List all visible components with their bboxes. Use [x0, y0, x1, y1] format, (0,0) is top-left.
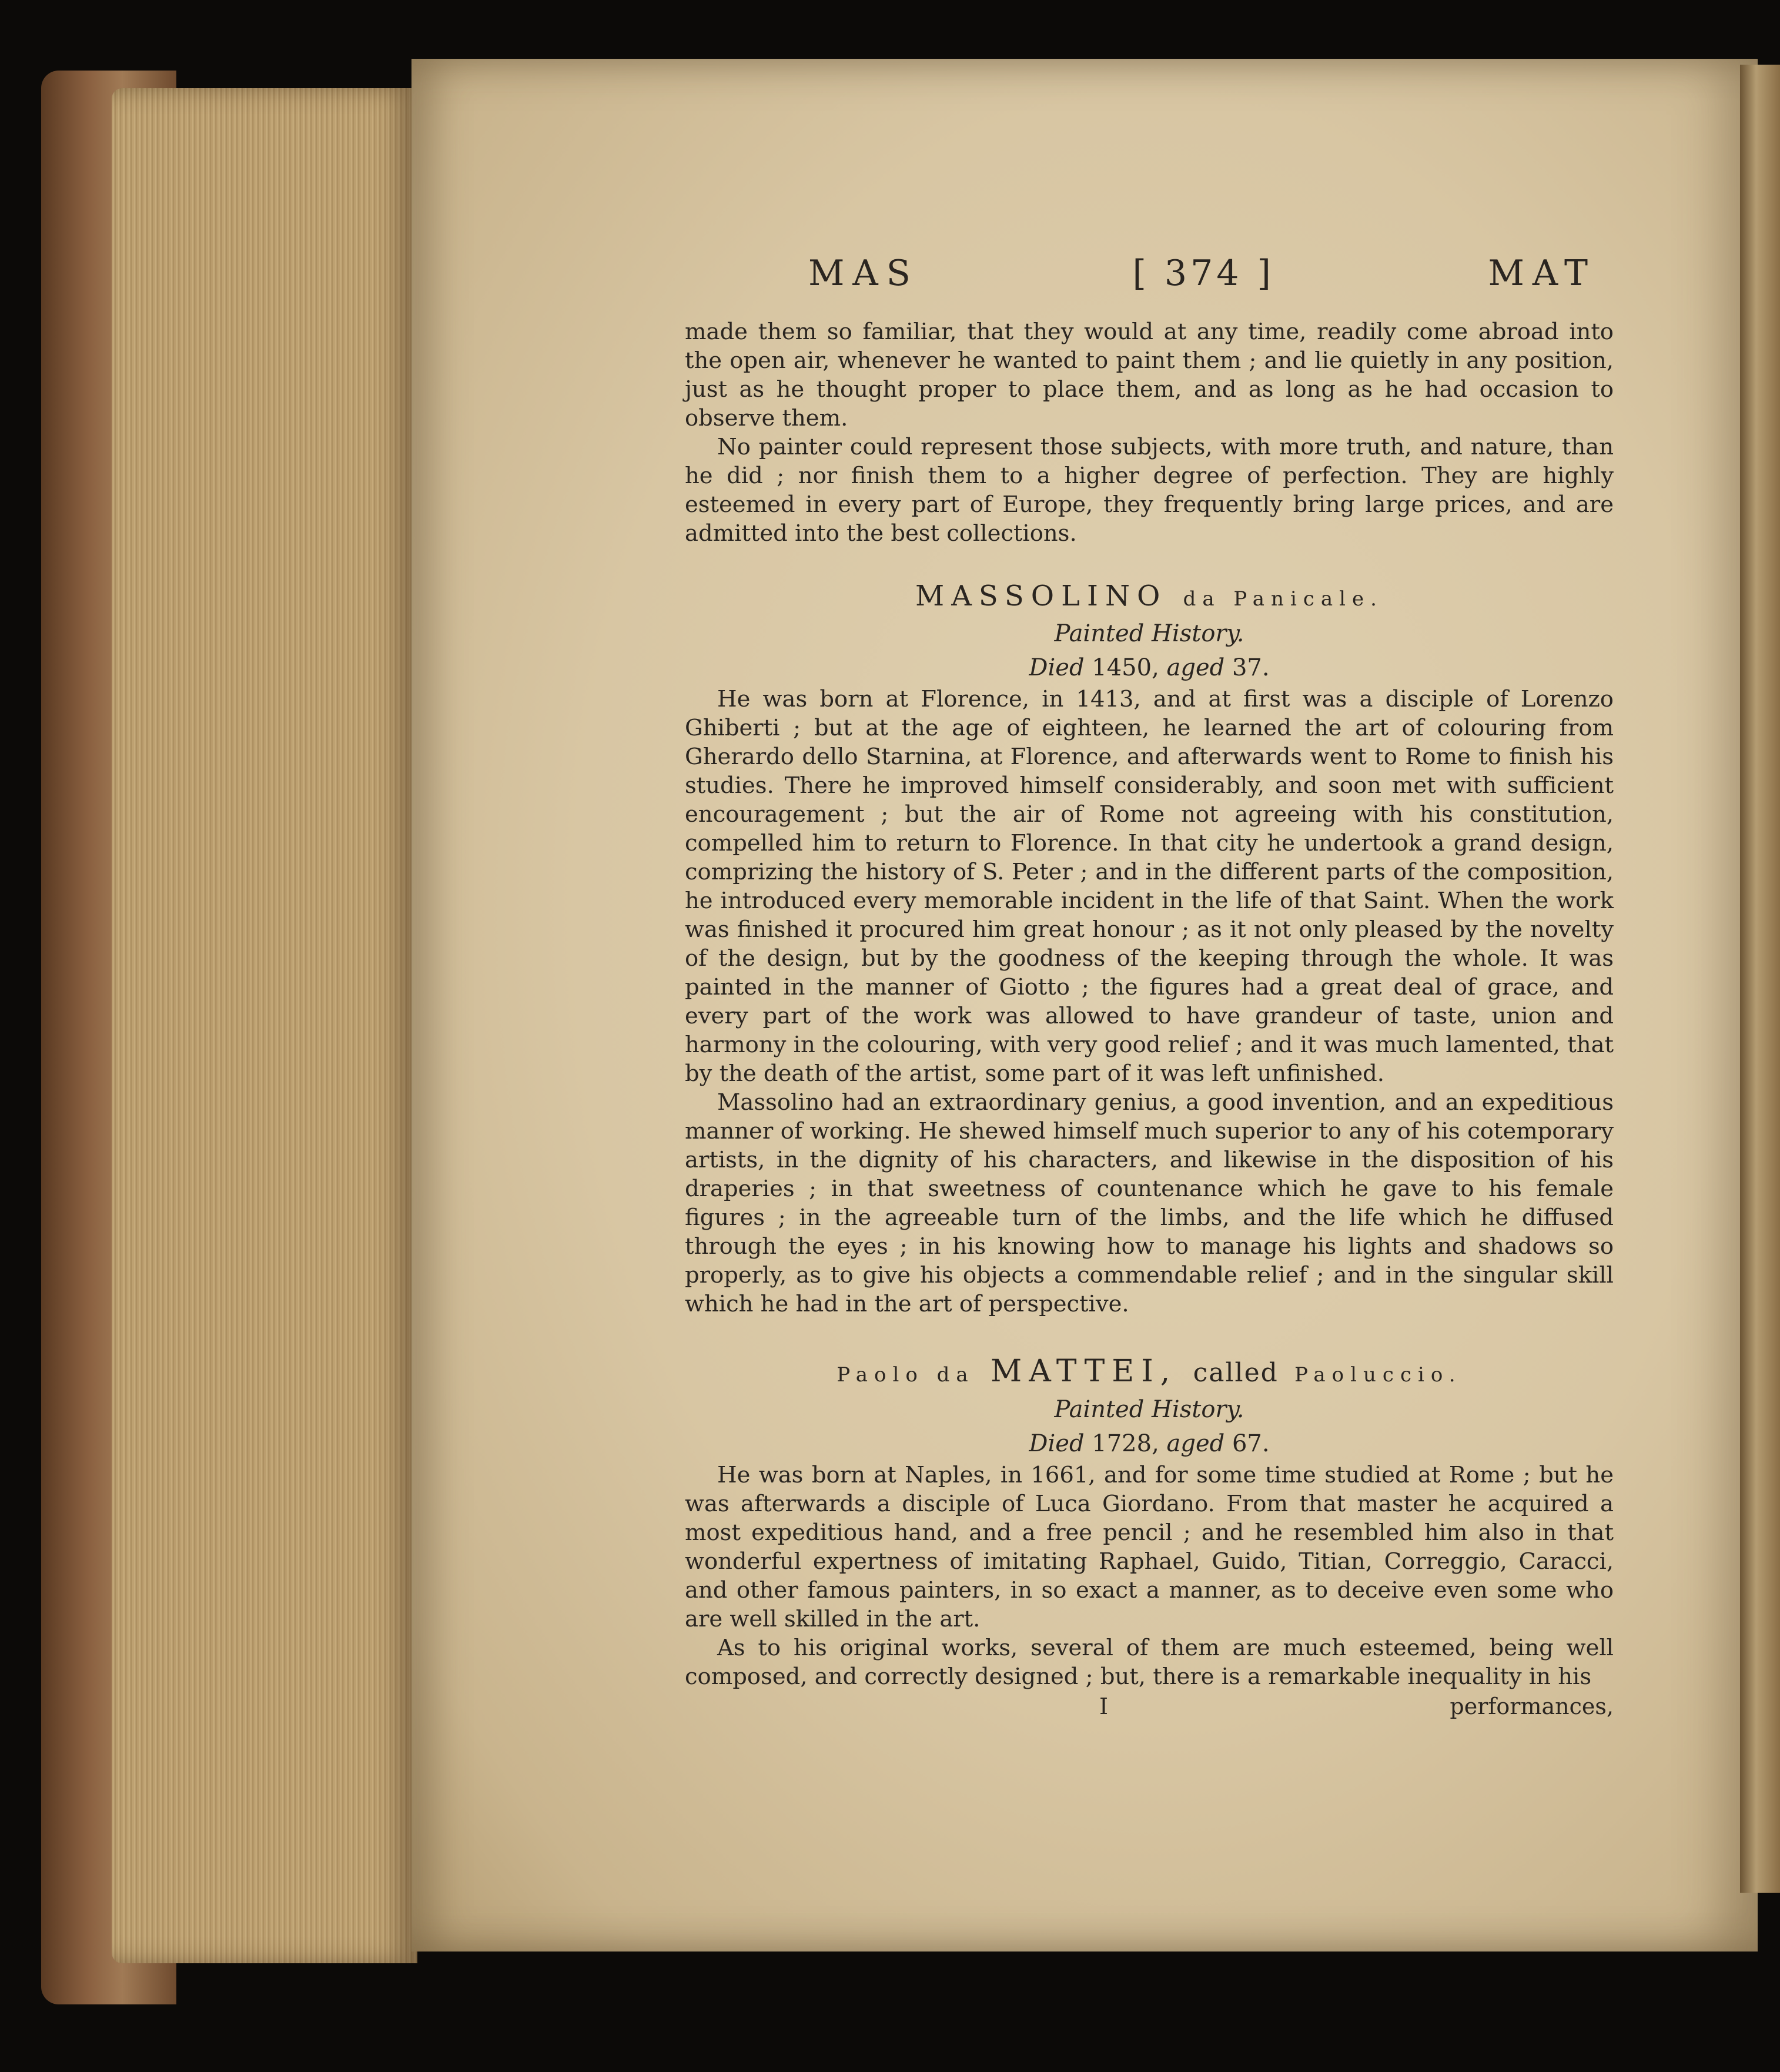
- aged-value: 37.: [1232, 654, 1270, 681]
- died-year: 1728,: [1092, 1430, 1159, 1457]
- running-head-left: MAS: [808, 253, 919, 294]
- entry-subtitle: Painted History.: [1054, 620, 1244, 647]
- paragraph: He was born at Florence, in 1413, and at first was a disciple of Lorenzo Ghiberti ; but at the age of eighteen, he learned the art of colouring from Gherardo dello Starnina, at Florence, and afterwards went to Rome to finish his studies. There he improved himself considerably, and soon met with sufficient encouragement ; but the air of Rome not agreeing with his constitution, compelled him to return to Florence. In that city he undertook a grand design, comprizing the history of S. Peter ; and in the different parts of the composition, he introduced every memorable incident in the life of that Saint. When the work was finished it procured him great honour ; as it not only pleased by the novelty of the design, but by the goodness of the keeping through the whole. It was painted in the manner of Giotto ; the figures had a great deal of grace, and every part of the work was allowed to have grandeur of taste, union and harmony in the colouring, with very good relief ; and it was much lamented, that by the death of the artist, some part of it was left unfinished.: [685, 686, 1614, 1087]
- entry-heading: [685, 1354, 1614, 1393]
- aged-label: aged: [1166, 654, 1225, 681]
- paragraph: Massolino had an extraordinary genius, a good invention, and an expeditious manner of working. He shewed himself much superior to any of his cotemporary artists, in the dignity of his characters, and likewise in the disposition of his draperies ; in that sweetness of countenance which he gave to his female figures ; in the agreeable turn of the limbs, and the life which he diffused through the eyes ; in his knowing how to manage his lights and shadows so properly, as to give his objects a commendable relief ; and in the singular skill which he had in the art of perspective.: [685, 1089, 1614, 1317]
- entry-dates: [685, 1427, 1614, 1461]
- entry-name: MATTEI,: [990, 1354, 1177, 1389]
- died-label: Died: [1029, 654, 1085, 681]
- entry-name-post: Paoluccio.: [1294, 1363, 1462, 1387]
- running-head-right: MAT: [1488, 253, 1596, 294]
- entry-name-mid: called: [1193, 1358, 1279, 1388]
- entry-dates: [685, 651, 1614, 685]
- page-text: [685, 253, 1614, 1729]
- page-number: [ 374 ]: [1132, 253, 1274, 294]
- paragraph: He was born at Naples, in 1661, and for some time studied at Rome ; but he was afterwards a disciple of Luca Giordano. From that master he acquired a most expeditious hand, and a free pencil ; and he resembled him also in that wonderful expertness of imitating Raphael, Guido, Titian, Correggio, Caracci, and other famous painters, in so exact a manner, as to deceive even some who are well skilled in the art.: [685, 1462, 1614, 1632]
- page-edges: [112, 88, 417, 1963]
- entry-subtitle: Painted History.: [1054, 1396, 1244, 1423]
- running-head: [685, 253, 1596, 317]
- page-footer: [685, 1693, 1614, 1729]
- signature-mark: I: [1099, 1693, 1109, 1719]
- aged-value: 67.: [1232, 1430, 1270, 1457]
- died-year: 1450,: [1092, 654, 1159, 681]
- paragraph: made them so familiar, that they would at any time, readily come abroad into the open air, whenever he wanted to paint them ; and lie quietly in any position, just as he thought proper to place them, and as long as he had occasion to observe them.: [685, 319, 1614, 431]
- aged-label: aged: [1166, 1430, 1225, 1457]
- paragraph: No painter could represent those subjects, with more truth, and nature, than he did ; nor finish them to a higher degree of perfection. They are highly esteemed in every part of Europe, they frequently bring large prices, and are admitted into the best collections.: [685, 434, 1614, 547]
- died-label: Died: [1029, 1430, 1085, 1457]
- book-gutter: [1740, 65, 1780, 1893]
- entry-name-rest: da Panicale.: [1183, 587, 1383, 611]
- entry-name-pre: Paolo da: [837, 1363, 975, 1387]
- paragraph: As to his original works, several of them are much esteemed, being well composed, and correctly designed ; but, there is a remarkable inequality in his: [685, 1635, 1614, 1690]
- catchword: performances,: [1450, 1693, 1614, 1719]
- entry-heading: [685, 578, 1614, 617]
- entry-name: MASSOLINO: [915, 580, 1167, 612]
